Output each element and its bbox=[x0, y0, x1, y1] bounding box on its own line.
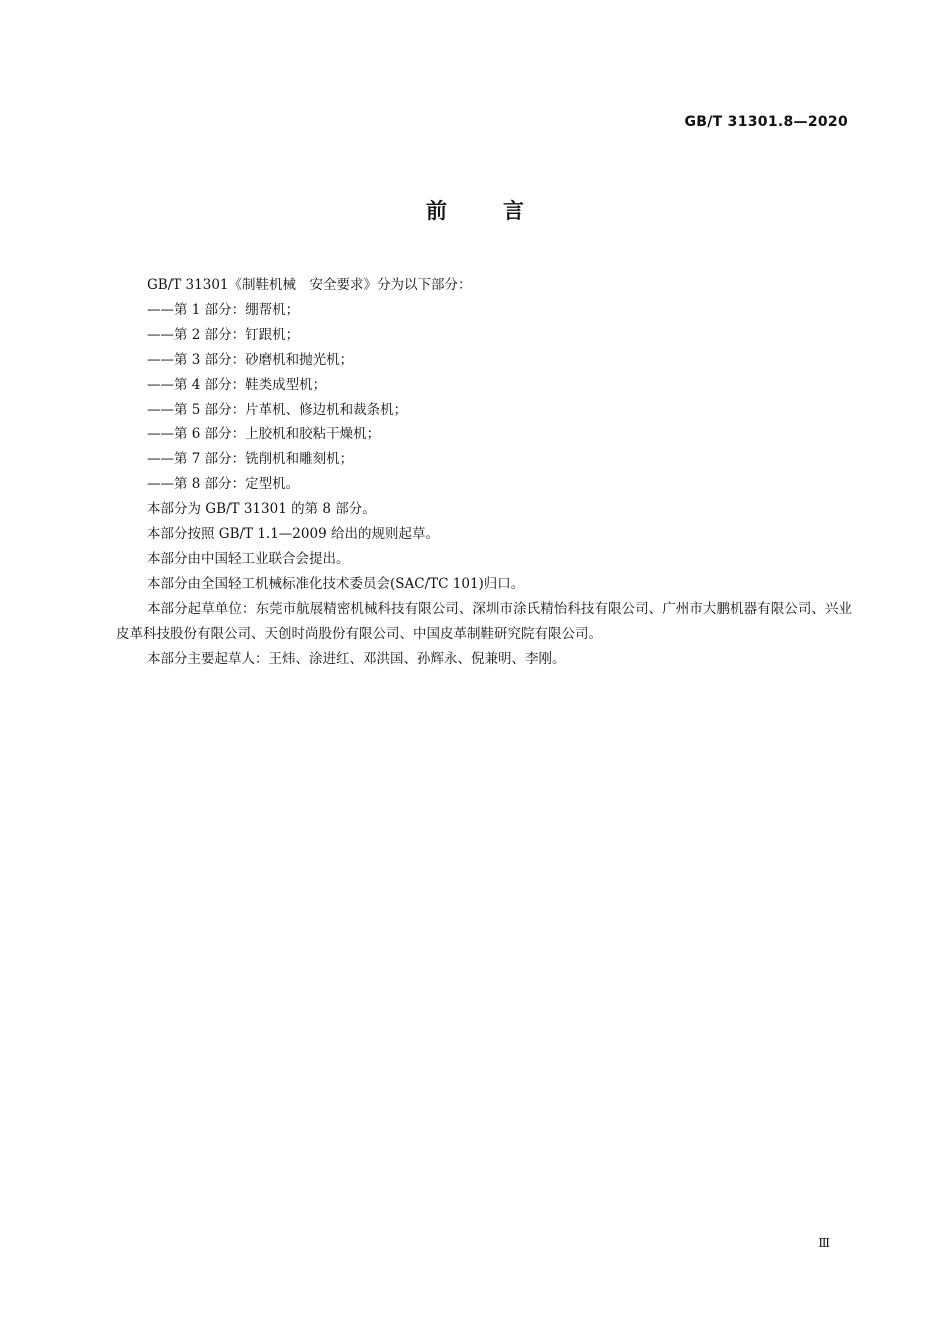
part-list-item: ——第 8 部分：定型机。 bbox=[147, 476, 300, 493]
drafters-paragraph: 本部分主要起草人：王炜、涂进红、邓洪国、孙辉永、倪兼明、李刚。 bbox=[147, 650, 566, 667]
part-list-item: ——第 2 部分：钉跟机； bbox=[147, 326, 300, 343]
foreword-body bbox=[116, 273, 852, 672]
drafting-units-paragraph: 本部分起草单位：东莞市航展精密机械科技有限公司、深圳市涂氏精怡科技有限公司、广州市大鹏机器有限公司、兴业皮革科技股份有限公司、天创时尚股份有限公司、中国皮革制鞋研究院有限公司。 bbox=[116, 600, 852, 642]
part-list-item: ——第 6 部分：上胶机和胶粘干燥机； bbox=[147, 426, 381, 443]
statement-paragraph: 本部分按照 GB/T 1.1—2009 给出的规则起草。 bbox=[147, 526, 439, 543]
intro-paragraph: GB/T 31301《制鞋机械 安全要求》分为以下部分： bbox=[147, 277, 472, 293]
part-list-item: ——第 3 部分：砂磨机和抛光机； bbox=[147, 351, 354, 368]
statement-paragraph: 本部分由中国轻工业联合会提出。 bbox=[147, 550, 350, 567]
part-list-item: ——第 4 部分：鞋类成型机； bbox=[147, 376, 327, 393]
standard-number: GB/T 31301.8—2020 bbox=[684, 114, 848, 130]
page-number: Ⅲ bbox=[818, 1236, 830, 1250]
part-list-item: ——第 7 部分：铣削机和雕刻机； bbox=[147, 451, 354, 468]
statement-paragraph: 本部分为 GB/T 31301 的第 8 部分。 bbox=[147, 501, 376, 518]
part-list-item: ——第 5 部分：片革机、修边机和裁条机； bbox=[147, 401, 408, 418]
part-list-item: ——第 1 部分：绷帮机； bbox=[147, 301, 300, 318]
page-title: 前言 bbox=[426, 199, 580, 223]
statement-paragraph: 本部分由全国轻工机械标准化技术委员会(SAC/TC 101)归口。 bbox=[147, 575, 525, 592]
